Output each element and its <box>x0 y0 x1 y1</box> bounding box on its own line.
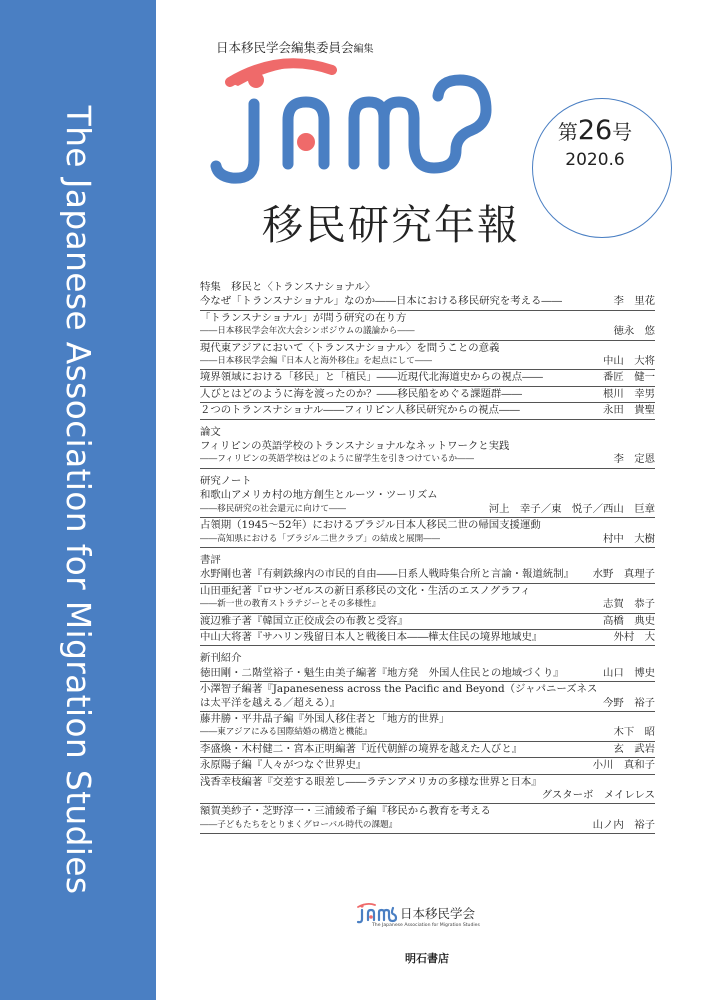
toc-entry-author: 志賀 恭子 <box>603 598 655 611</box>
publisher: 明石書店 <box>405 952 449 965</box>
toc-entry-title: 水野剛也著『有刺鉄線内の市民的自由――日系人戦時集合所と言論・報道統制』 <box>200 568 575 581</box>
toc-entry-subtitle: ――日本移民学会年次大会シンポジウムの議論から―― <box>200 326 415 337</box>
toc-entry <box>200 630 655 646</box>
toc-entry-author: 高橋 典史 <box>603 614 655 627</box>
toc-entry-author: 李 里花 <box>613 295 655 308</box>
toc-entry-title: 李盛煥・木村健二・宮本正明編著『近代朝鮮の境界を越えた人びと』 <box>200 742 523 755</box>
toc-section-heading: 研究ノート <box>200 474 252 487</box>
toc-entry <box>200 666 655 682</box>
table-of-contents <box>200 281 655 834</box>
toc-entry <box>200 341 655 371</box>
issue-suffix: 号 <box>612 120 633 144</box>
issue-number-value: 26 <box>577 115 613 146</box>
toc-entry-author: 番匠 健一 <box>603 371 655 384</box>
toc-entry-title: 和歌山アメリカ村の地方創生とルーツ・ツーリズム <box>200 489 438 502</box>
toc-entry-author: 徳永 悠 <box>613 325 655 338</box>
toc-entry-title: 中山大将著『サハリン残留日本人と戦後日本――樺太住民の境界地域史』 <box>200 630 543 643</box>
toc-entry <box>200 294 655 310</box>
toc-entry-subtitle: ――日本移民学会編『日本人と海外移住』を起点にして―― <box>200 356 433 367</box>
toc-entry-author: 外村 大 <box>613 630 655 643</box>
toc-entry-author: 中山 大将 <box>603 355 655 368</box>
toc-entry-author: グスターボ メイレレス <box>541 789 655 801</box>
toc-entry-title: 山田亜紀著『ロサンゼルスの新日系移民の文化・生活のエスノグラフィ <box>200 584 531 597</box>
issue-date: 2020.6 <box>565 150 625 170</box>
toc-entry <box>200 387 655 403</box>
toc-entry-title: 人びとはどのように海を渡ったのか？――移民船をめぐる課題群―― <box>200 387 523 400</box>
toc-entry <box>200 758 655 774</box>
toc-entry <box>200 488 655 518</box>
toc-entry-author: 河上 幸子／東 悦子／西山 巨章 <box>488 502 655 515</box>
toc-entry-title: 浅香幸枝編著『交差する眼差し――ラテンアメリカの多様な世界と日本』 <box>200 775 542 788</box>
toc-entry-title: 占領期（1945～52年）におけるブラジル日本人移民二世の帰国支援運動 <box>200 519 541 532</box>
toc-entry-subtitle: ――東アジアにみる国際結婚の構造と機能』 <box>200 727 372 738</box>
issue-prefix: 第 <box>557 120 578 144</box>
toc-entry <box>200 439 655 469</box>
jams-logo <box>210 52 540 192</box>
toc-entry <box>200 742 655 758</box>
toc-entry-author: 根川 幸男 <box>603 387 655 400</box>
toc-section-heading: 特集 移民と〈トランスナショナル〉 <box>200 281 376 293</box>
toc-entry-title: 「トランスナショナル」が問う研究の在り方 <box>200 311 407 324</box>
toc-entry-title: ２つのトランスナショナル――フィリピン人移民研究からの視点―― <box>200 404 520 417</box>
editor-name: 日本移民学会編集委員会 <box>216 40 354 55</box>
spine <box>0 0 156 1000</box>
journal-title: 移民研究年報 <box>262 201 520 249</box>
toc-entry <box>200 712 655 742</box>
footer-logo-name: 日本移民学会 <box>400 906 476 921</box>
toc-entry <box>200 311 655 341</box>
toc-entry-author: 小川 真和子 <box>592 759 655 772</box>
toc-entry-title: 藤井勝・平井晶子編『外国人移住者と「地方的世界」 <box>200 712 450 725</box>
toc-entry-subtitle: は太平洋を越える／超える）』 <box>200 696 341 709</box>
toc-entry <box>200 682 655 712</box>
toc-entry-title: 小澤智子編著『Japaneseness across the Pacific and Beyond（ジャパニーズネス <box>200 683 598 696</box>
toc-entry-author: 山口 博史 <box>603 666 655 679</box>
toc-entry-title: 渡辺雅子著『韓国立正佼成会の布教と受容』 <box>200 614 408 627</box>
toc-section-heading: 新刊紹介 <box>200 652 242 665</box>
toc-entry-subtitle: ――新一世の教育ストラテジーとその多様性』 <box>200 599 381 610</box>
toc-entry-title: 額賀美紗子・芝野淳一・三浦綾希子編『移民から教育を考える <box>200 805 491 818</box>
toc-entry-title: 今なぜ「トランスナショナル」なのか――日本における移民研究を考える―― <box>200 295 563 308</box>
issue-number <box>540 115 650 146</box>
toc-entry-author: 李 定恩 <box>613 453 655 466</box>
toc-entry <box>200 403 655 419</box>
toc-entry-subtitle: ――高知県における「ブラジル二世クラブ」の結成と展開―― <box>200 533 441 544</box>
toc-entry-title: 永原陽子編『人々がつなぐ世界史』 <box>200 759 367 772</box>
toc-entry-title: 現代東アジアにおいて〈トランスナショナル〉を問うことの意義 <box>200 341 500 354</box>
toc-entry-author: 木下 昭 <box>613 726 655 739</box>
toc-entry <box>200 775 655 805</box>
toc-entry-author: 今野 裕子 <box>603 696 655 709</box>
toc-entry-title: 徳田剛・二階堂裕子・魁生由美子編著『地方発 外国人住民との地域づくり』 <box>200 666 564 679</box>
toc-entry-title: フィリピンの英語学校のトランスナショナルなネットワークと実践 <box>200 440 510 453</box>
toc-section-heading: 論文 <box>200 425 221 438</box>
toc-entry-author: 永田 貴聖 <box>603 404 655 417</box>
footer-logo-english: The Japanese Association for Migration Studies <box>372 923 480 928</box>
toc-entry <box>200 804 655 834</box>
toc-entry <box>200 518 655 548</box>
toc-entry <box>200 567 655 583</box>
editor-role: 編集 <box>353 44 374 55</box>
toc-entry-subtitle: ――子どもたちをとりまくグローバル時代の課題』 <box>200 819 398 830</box>
footer-logo <box>355 902 480 928</box>
spine-title: The Japanese Association for Migration Studies <box>59 105 98 895</box>
toc-entry-title: 境界領域における「移民」と「植民」――近現代北海道史からの視点―― <box>200 371 543 384</box>
toc-entry-author: 村中 大樹 <box>603 532 655 545</box>
toc-entry <box>200 584 655 614</box>
toc-section-heading: 書評 <box>200 553 221 566</box>
toc-entry-author: 山ノ内 裕子 <box>592 818 655 831</box>
toc-entry-subtitle: ――フィリピンの英語学校はどのように留学生を引きつけているか―― <box>200 454 475 465</box>
toc-entry <box>200 370 655 386</box>
toc-entry-author: 水野 真理子 <box>592 568 655 581</box>
toc-entry <box>200 614 655 630</box>
jams-small-logo-icon <box>355 902 399 924</box>
toc-entry-author: 玄 武岩 <box>613 742 655 755</box>
toc-entry-subtitle: ――移民研究の社会還元に向けて―― <box>200 503 347 514</box>
